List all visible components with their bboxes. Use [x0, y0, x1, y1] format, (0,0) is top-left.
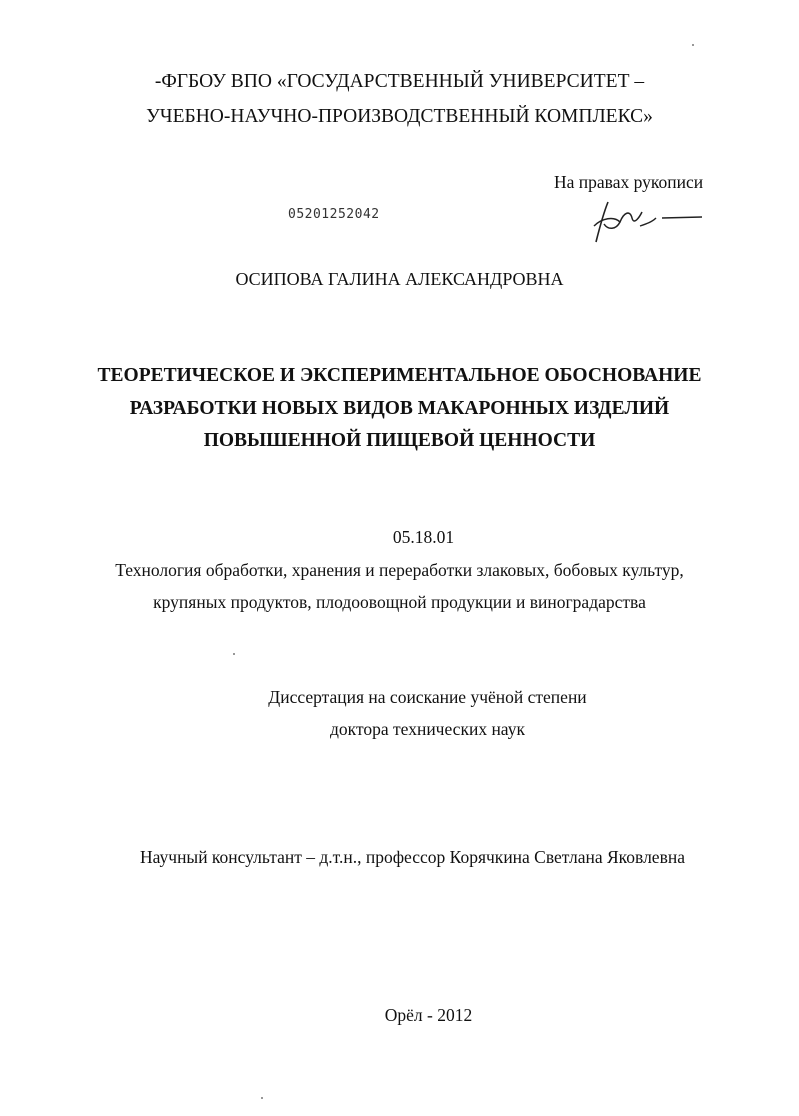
dissertation-title-line-3: ПОВЫШЕННОЙ ПИЩЕВОЙ ЦЕННОСТИ [203, 430, 596, 451]
scan-speck [261, 1097, 263, 1099]
manuscript-note: На правах рукописи [554, 172, 704, 192]
scan-speck [692, 44, 694, 46]
institution-line-2: УЧЕБНО-НАУЧНО-ПРОИЗВОДСТВЕННЫЙ КОМПЛЕКС» [146, 106, 653, 127]
signature-icon [590, 196, 710, 248]
dissertation-title-line-1: ТЕОРЕТИЧЕСКОЕ И ЭКСПЕРИМЕНТАЛЬНОЕ ОБОСНОВАНИЕ [97, 365, 702, 386]
dissertation-title-line-2: РАЗРАБОТКИ НОВЫХ ВИДОВ МАКАРОННЫХ ИЗДЕЛИЙ [129, 398, 670, 419]
degree-line-1: Диссертация на соискание учёной степени [268, 687, 587, 707]
specialty-code: 05.18.01 [392, 527, 455, 547]
scientific-consultant: Научный консультант – д.т.н., профессор Корячкина Светлана Яковлевна [140, 847, 685, 867]
scan-speck [233, 653, 235, 655]
institution-line-1: -ФГБОУ ВПО «ГОСУДАРСТВЕННЫЙ УНИВЕРСИТЕТ – [154, 71, 645, 92]
specialty-name-line-2: крупяных продуктов, плодоовощной продукции и виноградарства [153, 592, 646, 612]
degree-line-2: доктора технических наук [330, 719, 525, 739]
place-and-year: Орёл - 2012 [384, 1005, 473, 1025]
author-name: ОСИПОВА ГАЛИНА АЛЕКСАНДРОВНА [235, 269, 564, 289]
registration-code: 05201252042 [288, 207, 380, 222]
specialty-name-line-1: Технология обработки, хранения и переработки злаковых, бобовых культур, [115, 560, 684, 580]
